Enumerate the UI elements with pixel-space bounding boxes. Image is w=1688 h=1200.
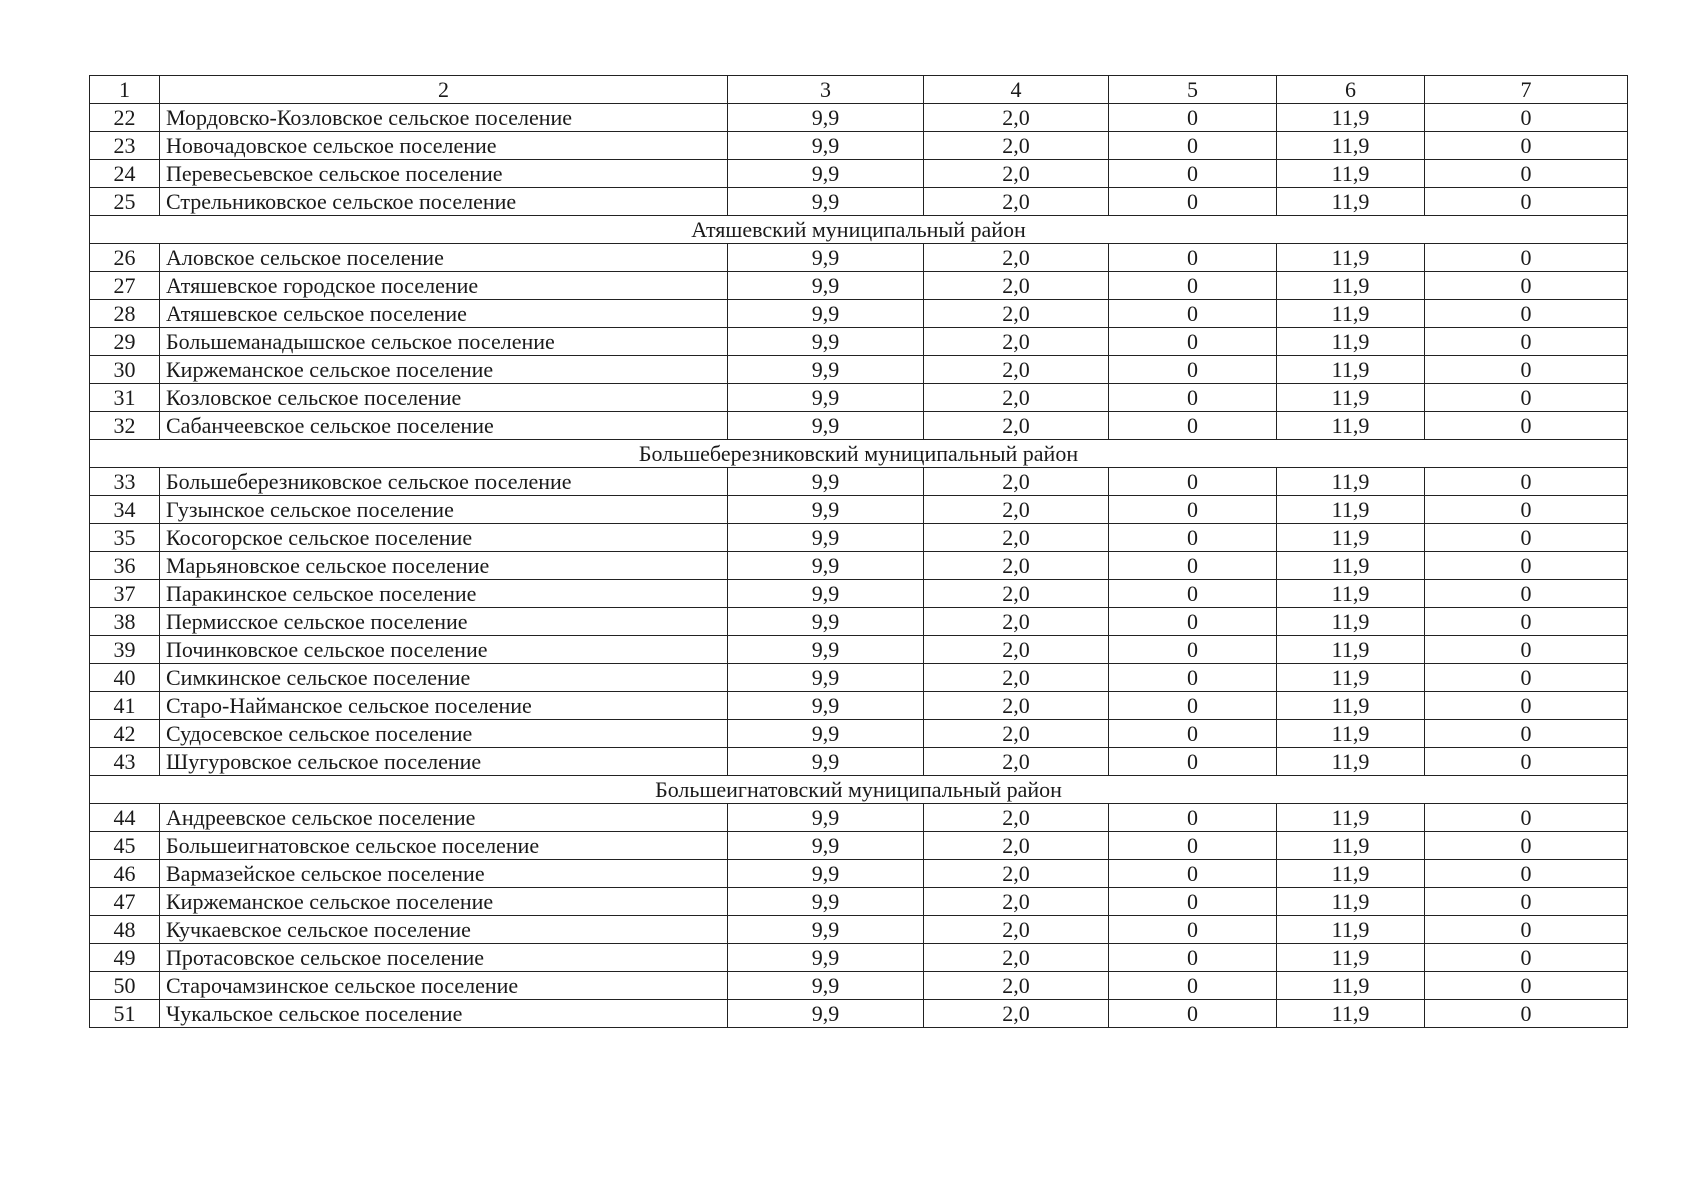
value-cell-c7: 0 bbox=[1425, 104, 1628, 132]
value-cell-c3: 9,9 bbox=[728, 468, 924, 496]
value-cell-c4: 2,0 bbox=[924, 272, 1109, 300]
value-cell-c7: 0 bbox=[1425, 748, 1628, 776]
value-cell-c4: 2,0 bbox=[924, 524, 1109, 552]
table-row bbox=[90, 692, 1628, 720]
value-cell-c6: 11,9 bbox=[1277, 664, 1425, 692]
table-row bbox=[90, 412, 1628, 440]
settlement-name: Большеигнатовское сельское поселение bbox=[160, 832, 728, 860]
value-cell-c3: 9,9 bbox=[728, 944, 924, 972]
header-cell: 4 bbox=[924, 76, 1109, 104]
value-cell-c3: 9,9 bbox=[728, 300, 924, 328]
value-cell-c7: 0 bbox=[1425, 1000, 1628, 1028]
row-number: 27 bbox=[90, 272, 160, 300]
table-row bbox=[90, 328, 1628, 356]
value-cell-c6: 11,9 bbox=[1277, 972, 1425, 1000]
value-cell-c7: 0 bbox=[1425, 356, 1628, 384]
value-cell-c7: 0 bbox=[1425, 832, 1628, 860]
value-cell-c7: 0 bbox=[1425, 132, 1628, 160]
value-cell-c4: 2,0 bbox=[924, 188, 1109, 216]
value-cell-c7: 0 bbox=[1425, 636, 1628, 664]
value-cell-c4: 2,0 bbox=[924, 748, 1109, 776]
value-cell-c3: 9,9 bbox=[728, 916, 924, 944]
value-cell-c7: 0 bbox=[1425, 244, 1628, 272]
settlement-name: Большеберезниковское сельское поселение bbox=[160, 468, 728, 496]
table-body bbox=[90, 76, 1628, 1028]
settlement-name: Атяшевское сельское поселение bbox=[160, 300, 728, 328]
row-number: 48 bbox=[90, 916, 160, 944]
value-cell-c6: 11,9 bbox=[1277, 272, 1425, 300]
header-cell: 7 bbox=[1425, 76, 1628, 104]
value-cell-c7: 0 bbox=[1425, 888, 1628, 916]
value-cell-c6: 11,9 bbox=[1277, 720, 1425, 748]
value-cell-c3: 9,9 bbox=[728, 720, 924, 748]
row-number: 37 bbox=[90, 580, 160, 608]
row-number: 22 bbox=[90, 104, 160, 132]
value-cell-c5: 0 bbox=[1109, 944, 1277, 972]
value-cell-c6: 11,9 bbox=[1277, 916, 1425, 944]
settlement-name: Марьяновское сельское поселение bbox=[160, 552, 728, 580]
table-row bbox=[90, 608, 1628, 636]
value-cell-c6: 11,9 bbox=[1277, 748, 1425, 776]
value-cell-c7: 0 bbox=[1425, 860, 1628, 888]
settlement-name: Судосевское сельское поселение bbox=[160, 720, 728, 748]
value-cell-c3: 9,9 bbox=[728, 104, 924, 132]
value-cell-c3: 9,9 bbox=[728, 412, 924, 440]
value-cell-c5: 0 bbox=[1109, 1000, 1277, 1028]
row-number: 51 bbox=[90, 1000, 160, 1028]
table-row bbox=[90, 888, 1628, 916]
value-cell-c4: 2,0 bbox=[924, 552, 1109, 580]
value-cell-c6: 11,9 bbox=[1277, 468, 1425, 496]
value-cell-c7: 0 bbox=[1425, 524, 1628, 552]
value-cell-c7: 0 bbox=[1425, 328, 1628, 356]
value-cell-c6: 11,9 bbox=[1277, 384, 1425, 412]
value-cell-c5: 0 bbox=[1109, 104, 1277, 132]
value-cell-c5: 0 bbox=[1109, 580, 1277, 608]
table-row bbox=[90, 356, 1628, 384]
value-cell-c4: 2,0 bbox=[924, 944, 1109, 972]
row-number: 40 bbox=[90, 664, 160, 692]
table-row bbox=[90, 272, 1628, 300]
settlement-name: Козловское сельское поселение bbox=[160, 384, 728, 412]
value-cell-c4: 2,0 bbox=[924, 832, 1109, 860]
value-cell-c7: 0 bbox=[1425, 188, 1628, 216]
value-cell-c7: 0 bbox=[1425, 944, 1628, 972]
settlement-name: Косогорское сельское поселение bbox=[160, 524, 728, 552]
value-cell-c5: 0 bbox=[1109, 524, 1277, 552]
value-cell-c3: 9,9 bbox=[728, 664, 924, 692]
value-cell-c5: 0 bbox=[1109, 888, 1277, 916]
table-row bbox=[90, 832, 1628, 860]
value-cell-c7: 0 bbox=[1425, 692, 1628, 720]
value-cell-c6: 11,9 bbox=[1277, 104, 1425, 132]
value-cell-c5: 0 bbox=[1109, 832, 1277, 860]
value-cell-c3: 9,9 bbox=[728, 832, 924, 860]
value-cell-c5: 0 bbox=[1109, 272, 1277, 300]
value-cell-c4: 2,0 bbox=[924, 132, 1109, 160]
value-cell-c7: 0 bbox=[1425, 804, 1628, 832]
settlement-name: Гузынское сельское поселение bbox=[160, 496, 728, 524]
table-row bbox=[90, 636, 1628, 664]
value-cell-c7: 0 bbox=[1425, 720, 1628, 748]
value-cell-c7: 0 bbox=[1425, 468, 1628, 496]
value-cell-c4: 2,0 bbox=[924, 580, 1109, 608]
value-cell-c4: 2,0 bbox=[924, 412, 1109, 440]
row-number: 35 bbox=[90, 524, 160, 552]
settlement-name: Мордовско-Козловское сельское поселение bbox=[160, 104, 728, 132]
value-cell-c6: 11,9 bbox=[1277, 160, 1425, 188]
table-row bbox=[90, 804, 1628, 832]
value-cell-c5: 0 bbox=[1109, 804, 1277, 832]
section-title: Большеигнатовский муниципальный район bbox=[90, 776, 1628, 804]
value-cell-c4: 2,0 bbox=[924, 468, 1109, 496]
row-number: 25 bbox=[90, 188, 160, 216]
settlement-name: Перевесьевское сельское поселение bbox=[160, 160, 728, 188]
value-cell-c7: 0 bbox=[1425, 552, 1628, 580]
value-cell-c5: 0 bbox=[1109, 328, 1277, 356]
value-cell-c4: 2,0 bbox=[924, 664, 1109, 692]
table-row bbox=[90, 104, 1628, 132]
table-row bbox=[90, 860, 1628, 888]
row-number: 26 bbox=[90, 244, 160, 272]
value-cell-c3: 9,9 bbox=[728, 608, 924, 636]
value-cell-c4: 2,0 bbox=[924, 888, 1109, 916]
header-cell: 2 bbox=[160, 76, 728, 104]
value-cell-c6: 11,9 bbox=[1277, 188, 1425, 216]
value-cell-c3: 9,9 bbox=[728, 580, 924, 608]
value-cell-c3: 9,9 bbox=[728, 244, 924, 272]
table-row bbox=[90, 384, 1628, 412]
value-cell-c3: 9,9 bbox=[728, 384, 924, 412]
value-cell-c4: 2,0 bbox=[924, 916, 1109, 944]
table-row bbox=[90, 580, 1628, 608]
value-cell-c4: 2,0 bbox=[924, 160, 1109, 188]
row-number: 39 bbox=[90, 636, 160, 664]
value-cell-c3: 9,9 bbox=[728, 356, 924, 384]
value-cell-c5: 0 bbox=[1109, 384, 1277, 412]
value-cell-c7: 0 bbox=[1425, 384, 1628, 412]
value-cell-c4: 2,0 bbox=[924, 720, 1109, 748]
value-cell-c4: 2,0 bbox=[924, 104, 1109, 132]
value-cell-c4: 2,0 bbox=[924, 300, 1109, 328]
value-cell-c6: 11,9 bbox=[1277, 692, 1425, 720]
settlement-name: Чукальское сельское поселение bbox=[160, 1000, 728, 1028]
value-cell-c3: 9,9 bbox=[728, 692, 924, 720]
table-row bbox=[90, 132, 1628, 160]
header-cell: 6 bbox=[1277, 76, 1425, 104]
row-number: 36 bbox=[90, 552, 160, 580]
value-cell-c6: 11,9 bbox=[1277, 860, 1425, 888]
value-cell-c6: 11,9 bbox=[1277, 580, 1425, 608]
settlement-name: Кучкаевское сельское поселение bbox=[160, 916, 728, 944]
value-cell-c5: 0 bbox=[1109, 720, 1277, 748]
value-cell-c5: 0 bbox=[1109, 664, 1277, 692]
table-row bbox=[90, 720, 1628, 748]
value-cell-c7: 0 bbox=[1425, 412, 1628, 440]
settlement-name: Аловское сельское поселение bbox=[160, 244, 728, 272]
value-cell-c4: 2,0 bbox=[924, 356, 1109, 384]
section-row bbox=[90, 440, 1628, 468]
settlement-name: Пермисское сельское поселение bbox=[160, 608, 728, 636]
value-cell-c3: 9,9 bbox=[728, 496, 924, 524]
value-cell-c7: 0 bbox=[1425, 160, 1628, 188]
value-cell-c5: 0 bbox=[1109, 356, 1277, 384]
value-cell-c5: 0 bbox=[1109, 608, 1277, 636]
value-cell-c6: 11,9 bbox=[1277, 804, 1425, 832]
value-cell-c7: 0 bbox=[1425, 272, 1628, 300]
value-cell-c6: 11,9 bbox=[1277, 944, 1425, 972]
table-row bbox=[90, 748, 1628, 776]
value-cell-c4: 2,0 bbox=[924, 608, 1109, 636]
table-row bbox=[90, 1000, 1628, 1028]
settlement-name: Стрельниковское сельское поселение bbox=[160, 188, 728, 216]
row-number: 34 bbox=[90, 496, 160, 524]
value-cell-c4: 2,0 bbox=[924, 244, 1109, 272]
value-cell-c4: 2,0 bbox=[924, 496, 1109, 524]
settlement-name: Симкинское сельское поселение bbox=[160, 664, 728, 692]
value-cell-c5: 0 bbox=[1109, 496, 1277, 524]
row-number: 38 bbox=[90, 608, 160, 636]
value-cell-c5: 0 bbox=[1109, 300, 1277, 328]
row-number: 30 bbox=[90, 356, 160, 384]
value-cell-c3: 9,9 bbox=[728, 888, 924, 916]
settlement-name: Шугуровское сельское поселение bbox=[160, 748, 728, 776]
value-cell-c5: 0 bbox=[1109, 412, 1277, 440]
settlement-name: Большеманадышское сельское поселение bbox=[160, 328, 728, 356]
table-row bbox=[90, 160, 1628, 188]
row-number: 33 bbox=[90, 468, 160, 496]
row-number: 45 bbox=[90, 832, 160, 860]
table-row bbox=[90, 916, 1628, 944]
value-cell-c5: 0 bbox=[1109, 160, 1277, 188]
value-cell-c5: 0 bbox=[1109, 188, 1277, 216]
settlement-name: Киржеманское сельское поселение bbox=[160, 356, 728, 384]
row-number: 49 bbox=[90, 944, 160, 972]
header-cell: 5 bbox=[1109, 76, 1277, 104]
table-row bbox=[90, 664, 1628, 692]
value-cell-c7: 0 bbox=[1425, 300, 1628, 328]
value-cell-c7: 0 bbox=[1425, 608, 1628, 636]
settlement-name: Новочадовское сельское поселение bbox=[160, 132, 728, 160]
section-title: Большеберезниковский муниципальный район bbox=[90, 440, 1628, 468]
value-cell-c3: 9,9 bbox=[728, 860, 924, 888]
table-row bbox=[90, 552, 1628, 580]
value-cell-c3: 9,9 bbox=[728, 160, 924, 188]
row-number: 32 bbox=[90, 412, 160, 440]
settlement-name: Паракинское сельское поселение bbox=[160, 580, 728, 608]
row-number: 29 bbox=[90, 328, 160, 356]
value-cell-c7: 0 bbox=[1425, 580, 1628, 608]
settlement-name: Андреевское сельское поселение bbox=[160, 804, 728, 832]
value-cell-c4: 2,0 bbox=[924, 1000, 1109, 1028]
value-cell-c5: 0 bbox=[1109, 692, 1277, 720]
value-cell-c5: 0 bbox=[1109, 748, 1277, 776]
value-cell-c3: 9,9 bbox=[728, 1000, 924, 1028]
value-cell-c6: 11,9 bbox=[1277, 244, 1425, 272]
row-number: 28 bbox=[90, 300, 160, 328]
settlement-name: Починковское сельское поселение bbox=[160, 636, 728, 664]
table-row bbox=[90, 972, 1628, 1000]
settlement-name: Сабанчеевское сельское поселение bbox=[160, 412, 728, 440]
value-cell-c5: 0 bbox=[1109, 860, 1277, 888]
value-cell-c5: 0 bbox=[1109, 972, 1277, 1000]
value-cell-c6: 11,9 bbox=[1277, 524, 1425, 552]
settlement-name: Старо-Найманское сельское поселение bbox=[160, 692, 728, 720]
section-title: Атяшевский муниципальный район bbox=[90, 216, 1628, 244]
section-row bbox=[90, 216, 1628, 244]
value-cell-c4: 2,0 bbox=[924, 384, 1109, 412]
value-cell-c5: 0 bbox=[1109, 468, 1277, 496]
row-number: 42 bbox=[90, 720, 160, 748]
value-cell-c6: 11,9 bbox=[1277, 832, 1425, 860]
value-cell-c6: 11,9 bbox=[1277, 608, 1425, 636]
value-cell-c4: 2,0 bbox=[924, 692, 1109, 720]
value-cell-c6: 11,9 bbox=[1277, 412, 1425, 440]
data-table bbox=[89, 75, 1628, 1028]
value-cell-c7: 0 bbox=[1425, 972, 1628, 1000]
value-cell-c3: 9,9 bbox=[728, 804, 924, 832]
settlement-name: Атяшевское городское поселение bbox=[160, 272, 728, 300]
settlement-name: Протасовское сельское поселение bbox=[160, 944, 728, 972]
table-row bbox=[90, 244, 1628, 272]
row-number: 44 bbox=[90, 804, 160, 832]
row-number: 47 bbox=[90, 888, 160, 916]
value-cell-c7: 0 bbox=[1425, 916, 1628, 944]
settlement-name: Вармазейское сельское поселение bbox=[160, 860, 728, 888]
value-cell-c6: 11,9 bbox=[1277, 1000, 1425, 1028]
value-cell-c3: 9,9 bbox=[728, 132, 924, 160]
value-cell-c7: 0 bbox=[1425, 664, 1628, 692]
row-number: 23 bbox=[90, 132, 160, 160]
value-cell-c6: 11,9 bbox=[1277, 888, 1425, 916]
value-cell-c6: 11,9 bbox=[1277, 496, 1425, 524]
value-cell-c5: 0 bbox=[1109, 636, 1277, 664]
value-cell-c3: 9,9 bbox=[728, 188, 924, 216]
value-cell-c4: 2,0 bbox=[924, 804, 1109, 832]
table-row bbox=[90, 188, 1628, 216]
value-cell-c5: 0 bbox=[1109, 552, 1277, 580]
settlement-name: Старочамзинское сельское поселение bbox=[160, 972, 728, 1000]
value-cell-c6: 11,9 bbox=[1277, 552, 1425, 580]
value-cell-c7: 0 bbox=[1425, 496, 1628, 524]
table-row bbox=[90, 524, 1628, 552]
value-cell-c4: 2,0 bbox=[924, 636, 1109, 664]
value-cell-c3: 9,9 bbox=[728, 272, 924, 300]
row-number: 46 bbox=[90, 860, 160, 888]
value-cell-c6: 11,9 bbox=[1277, 636, 1425, 664]
value-cell-c4: 2,0 bbox=[924, 328, 1109, 356]
value-cell-c3: 9,9 bbox=[728, 552, 924, 580]
value-cell-c4: 2,0 bbox=[924, 972, 1109, 1000]
value-cell-c6: 11,9 bbox=[1277, 132, 1425, 160]
value-cell-c5: 0 bbox=[1109, 132, 1277, 160]
table-row bbox=[90, 300, 1628, 328]
section-row bbox=[90, 776, 1628, 804]
value-cell-c3: 9,9 bbox=[728, 972, 924, 1000]
value-cell-c3: 9,9 bbox=[728, 748, 924, 776]
value-cell-c5: 0 bbox=[1109, 244, 1277, 272]
value-cell-c4: 2,0 bbox=[924, 860, 1109, 888]
value-cell-c3: 9,9 bbox=[728, 328, 924, 356]
row-number: 43 bbox=[90, 748, 160, 776]
table-row bbox=[90, 468, 1628, 496]
value-cell-c6: 11,9 bbox=[1277, 328, 1425, 356]
row-number: 31 bbox=[90, 384, 160, 412]
settlement-name: Киржеманское сельское поселение bbox=[160, 888, 728, 916]
header-cell: 3 bbox=[728, 76, 924, 104]
row-number: 24 bbox=[90, 160, 160, 188]
table-row bbox=[90, 944, 1628, 972]
value-cell-c5: 0 bbox=[1109, 916, 1277, 944]
value-cell-c3: 9,9 bbox=[728, 524, 924, 552]
row-number: 50 bbox=[90, 972, 160, 1000]
table-row bbox=[90, 496, 1628, 524]
row-number: 41 bbox=[90, 692, 160, 720]
value-cell-c3: 9,9 bbox=[728, 636, 924, 664]
value-cell-c6: 11,9 bbox=[1277, 356, 1425, 384]
header-cell: 1 bbox=[90, 76, 160, 104]
header-row bbox=[90, 76, 1628, 104]
value-cell-c6: 11,9 bbox=[1277, 300, 1425, 328]
